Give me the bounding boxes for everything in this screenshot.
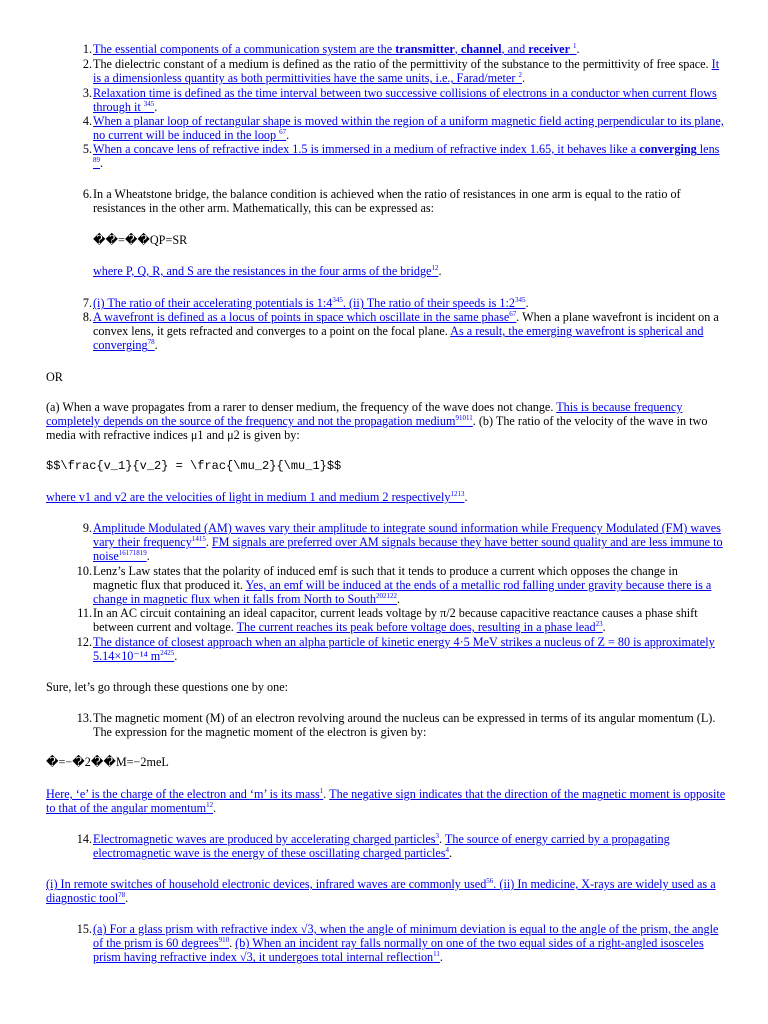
link-text[interactable]: . (ii) The ratio of their speeds is 1:2 — [342, 296, 515, 310]
link-text[interactable]: FM signals are preferred over AM signals because they have better sound quality and are less immune to noise — [93, 535, 723, 564]
hyperlink[interactable] — [219, 936, 230, 950]
hyperlink[interactable] — [93, 42, 395, 56]
link-text[interactable]: The essential components of a communication system are the — [93, 42, 396, 56]
item-number: 15. — [76, 922, 92, 936]
plain-text: . — [464, 490, 468, 504]
item-number: 11. — [77, 606, 92, 620]
plain-text: . — [174, 649, 178, 664]
plain-text: . — [525, 296, 529, 310]
link-text[interactable]: Electromagnetic waves are produced by accelerating charged particles — [93, 832, 436, 846]
citation-superscript[interactable]: 1 — [319, 786, 324, 795]
hyperlink[interactable] — [343, 296, 515, 310]
link-text[interactable]: (i) In remote switches of household electronic devices, infrared waves are commonly used — [46, 877, 487, 891]
hyperlink[interactable] — [332, 296, 343, 310]
citation-superscript[interactable]: 202122 — [375, 592, 397, 601]
hyperlink[interactable] — [237, 620, 596, 634]
plain-text: . — [602, 620, 606, 635]
item-number: 9. — [82, 521, 92, 535]
bold-term[interactable]: receiver — [528, 42, 570, 56]
citation-superscript[interactable]: 16171819 — [118, 549, 147, 558]
wave-paragraph — [46, 400, 726, 443]
citation-superscript[interactable]: 56 — [486, 876, 494, 885]
citation-superscript[interactable]: 1415 — [191, 535, 206, 544]
item-number: 6. — [82, 187, 92, 201]
plain-text: . — [125, 891, 129, 906]
hyperlink[interactable] — [93, 635, 715, 663]
link-text[interactable]: , — [454, 42, 461, 56]
item-number: 3. — [82, 86, 92, 100]
where-pqrs-note — [93, 264, 723, 278]
hyperlink[interactable] — [596, 620, 603, 634]
plain-text: . — [323, 787, 330, 801]
link-text[interactable]: (i) The ratio of their accelerating potentials is 1:4 — [93, 296, 333, 310]
link-text[interactable]: (a) For a glass prism with refractive index √3, when the angle of minimum deviation is equal to the angle of the prism, the angle of the prism is 60 degrees — [93, 922, 719, 951]
item-number: 7. — [82, 296, 92, 310]
plain-text: . — [154, 338, 158, 353]
or-label: OR — [46, 370, 63, 384]
citation-superscript[interactable]: 1 — [573, 41, 577, 50]
hyperlink[interactable] — [93, 156, 100, 170]
link-text[interactable]: This is because frequency completely depends on the source of the frequency and not the propagation medium — [46, 400, 683, 429]
plain-text: . — [396, 592, 401, 607]
link-text[interactable]: The negative sign indicates that the direction of the magnetic moment is opposite to that of the angular momentum — [46, 787, 726, 816]
item-number: 12. — [76, 635, 92, 649]
citation-superscript[interactable]: 12 — [431, 263, 439, 272]
hyperlink[interactable] — [514, 295, 529, 310]
item-number: 1. — [82, 42, 92, 56]
item-text — [93, 142, 725, 170]
plain-text: The magnetic moment (M) of an electron revolving around the nucleus can be expressed in terms of its angular momentum (L). The expression for the magnetic moment of the electron is given by: — [93, 711, 716, 740]
citation-superscript[interactable]: 3 — [435, 831, 440, 840]
item-text — [93, 832, 725, 860]
hyperlink[interactable] — [502, 42, 529, 56]
hyperlink[interactable] — [456, 414, 473, 428]
plain-text: . — [439, 832, 445, 846]
citation-superscript[interactable]: 89 — [93, 156, 100, 165]
hyperlink[interactable] — [148, 338, 155, 352]
item-number: 5. — [82, 142, 92, 156]
hyperlink[interactable] — [93, 86, 717, 114]
item-number: 10. — [76, 564, 92, 578]
link-text[interactable]: It is a dimensionless quantity as both permittivities have the same units, i.e., Farad/meter — [93, 57, 720, 86]
bold-term[interactable]: channel — [460, 42, 502, 56]
hyperlink[interactable] — [93, 142, 639, 156]
citation-superscript[interactable]: 345 — [514, 295, 526, 304]
hyperlink[interactable] — [46, 787, 320, 801]
hyperlink[interactable] — [433, 950, 440, 964]
plain-text: . When a plane wavefront is incident on a convex lens, it gets refracted and converges to a point on the focal plane. — [93, 310, 719, 339]
link-text[interactable]: When a planar loop of rectangular shape is moved within the region of a uniform magnetic field acting perpendicular to its plane, no current will be induced in the loop — [93, 114, 724, 143]
plain-text: . — [229, 936, 236, 951]
hyperlink[interactable] — [395, 42, 455, 56]
link-text[interactable]: Amplitude Modulated (AM) waves vary their amplitude to integrate sound information while Frequency Modulated (FM) waves vary their frequency — [93, 521, 721, 550]
hyperlink[interactable] — [93, 296, 332, 310]
plain-text: . — [576, 42, 580, 56]
plain-text: . — [100, 156, 104, 171]
item-number: 8. — [82, 310, 92, 324]
hyperlink[interactable] — [93, 264, 431, 278]
citation-superscript[interactable]: 12 — [206, 801, 214, 810]
plain-text: . — [438, 264, 442, 278]
plain-text: . (b) The ratio of the velocity of the wave in two media with refractive indices μ1 and μ2 is given by: — [46, 414, 708, 443]
item-text — [93, 114, 725, 142]
citation-superscript[interactable]: 67 — [509, 309, 517, 318]
hyperlink[interactable] — [192, 535, 206, 549]
plain-text: (a) When a wave propagates from a rarer to denser medium, the frequency of the wave does not change. — [46, 400, 557, 414]
item-text — [93, 564, 725, 607]
hyperlink[interactable] — [639, 142, 697, 156]
bold-term[interactable]: converging — [639, 142, 697, 156]
intro-sentence: Sure, let’s go through these questions one by one: — [46, 680, 289, 694]
link-text[interactable]: A wavefront is defined as a locus of points in space which oscillate in the same phase — [93, 310, 510, 324]
item-number: 13. — [76, 711, 92, 725]
plain-text: . — [449, 846, 453, 861]
latex-formula: $$\frac{v_1}{v_2} = \frac{\mu_2}{\mu_1}$$ — [46, 459, 342, 473]
citation-superscript[interactable]: 1213 — [450, 489, 465, 498]
plain-text: . — [286, 128, 290, 143]
plain-text: The dielectric constant of a medium is defined as the ratio of the permittivity of the substance to the permittivity of free space. — [93, 57, 712, 71]
link-text[interactable]: . (ii) In medicine, X-rays are widely used as a diagnostic tool — [46, 877, 716, 906]
citation-superscript[interactable]: 91011 — [455, 414, 473, 423]
citation-superscript[interactable]: 11 — [433, 950, 440, 959]
hyperlink[interactable] — [450, 490, 464, 504]
plain-text: . — [154, 100, 158, 115]
item-text — [93, 42, 725, 56]
item-text — [93, 521, 725, 564]
item-number: 14. — [76, 832, 92, 846]
hyperlink[interactable] — [160, 649, 174, 663]
plain-text: . — [213, 801, 217, 816]
citation-superscript[interactable]: 345 — [332, 295, 343, 304]
citation-superscript[interactable]: 67 — [279, 128, 287, 137]
hyperlink[interactable] — [697, 142, 720, 156]
link-text[interactable]: Relaxation time is defined as the time interval between two successive collisions of electrons in a conductor when current flows through it — [93, 86, 717, 115]
hyperlink[interactable] — [93, 832, 436, 846]
plain-text: . — [439, 950, 443, 965]
citation-superscript[interactable]: 910 — [218, 936, 230, 945]
plain-text: . — [521, 71, 526, 86]
plain-text: In an AC circuit containing an ideal capacitor, current leads voltage by π/2 because capacitive reactance causes a phase shift between current and voltage. — [93, 606, 698, 635]
link-text[interactable]: lens — [696, 142, 720, 156]
link-text[interactable]: Here, ‘e’ is the charge of the electron and ‘m’ is its mass — [46, 787, 320, 801]
item-text — [93, 187, 725, 215]
link-text[interactable]: The distance of closest approach when an alpha particle of kinetic energy 4·5 MeV strikes a nucleus of Z = 80 is approximately 5.14×10⁻¹⁴ m — [93, 635, 715, 664]
link-text[interactable]: The current reaches its peak before voltage does, resulting in a phase lead — [236, 620, 596, 635]
link-text[interactable]: The source of energy carried by a propagating electromagnetic wave is the energy of these oscillating charged particles — [93, 832, 670, 861]
item-text — [93, 86, 725, 114]
item-text — [93, 635, 725, 663]
item-text — [93, 57, 725, 85]
hyperlink[interactable] — [93, 310, 509, 324]
hyperlink[interactable] — [528, 42, 570, 56]
plain-text: Lenz’s Law states that the polarity of induced emf is such that it tends to produce a current which opposes the change in magnetic flux that produced it. — [93, 564, 678, 593]
formula-wheatstone: ��=��QP​=SR​ — [93, 233, 188, 247]
item-text — [93, 296, 725, 310]
citation-superscript[interactable]: 4 — [445, 846, 450, 855]
citation-superscript[interactable]: 2 — [518, 71, 522, 80]
link-text[interactable]: , and — [501, 42, 529, 56]
hyperlink[interactable] — [46, 490, 450, 504]
where-v1v2-note — [46, 490, 726, 504]
citation-superscript[interactable]: 78 — [147, 338, 155, 347]
plain-text: . — [205, 535, 212, 550]
citation-superscript[interactable]: 345 — [143, 100, 155, 109]
link-text[interactable]: where v1 and v2 are the velocities of light in medium 1 and medium 2 respectively — [46, 490, 451, 504]
item-number: 4. — [82, 114, 92, 128]
citation-superscript[interactable]: 23 — [595, 620, 603, 629]
citation-superscript[interactable]: 78 — [118, 891, 126, 900]
here-e-note — [46, 787, 726, 815]
plain-text: In a Wheatstone bridge, the balance condition is achieved when the ratio of resistances in one arm is equal to the ratio of resistances in the other arm. Mathematically, this can be expressed as: — [93, 187, 681, 216]
link-text[interactable]: As a result, the emerging wavefront is spherical and converging — [93, 324, 704, 353]
hyperlink[interactable] — [119, 549, 147, 563]
hyperlink[interactable] — [46, 877, 486, 891]
formula-magnetic-moment: �=−�2��M=−2meL​ — [46, 755, 169, 769]
hyperlink[interactable] — [93, 114, 724, 142]
link-text[interactable]: where P, Q, R, and S are the resistances in the four arms of the bridge — [93, 264, 432, 278]
item-number: 2. — [82, 57, 92, 71]
bold-term[interactable]: transmitter — [395, 42, 455, 56]
link-text[interactable]: When a concave lens of refractive index 1.5 is immersed in a medium of refractive index 1.65, it behaves like a — [93, 142, 640, 156]
item-text — [93, 711, 725, 739]
hyperlink[interactable] — [143, 100, 158, 115]
item-text — [93, 310, 725, 353]
hyperlink[interactable] — [376, 592, 397, 606]
remote-switches-paragraph — [46, 877, 726, 905]
item-text — [93, 606, 725, 634]
link-text[interactable]: Yes, an emf will be induced at the ends of a metallic rod falling under gravity because there is a change in magnetic flux when it falls from North to South — [93, 578, 712, 607]
hyperlink[interactable] — [461, 42, 502, 56]
plain-text: . — [146, 549, 150, 564]
link-text[interactable]: (b) When an incident ray falls normally on one of the two equal sides of a right-angled isosceles prism having refractive index √3, it undergoes total internal reflection — [93, 936, 704, 965]
citation-superscript[interactable]: 2425 — [160, 649, 175, 658]
item-text — [93, 922, 725, 965]
